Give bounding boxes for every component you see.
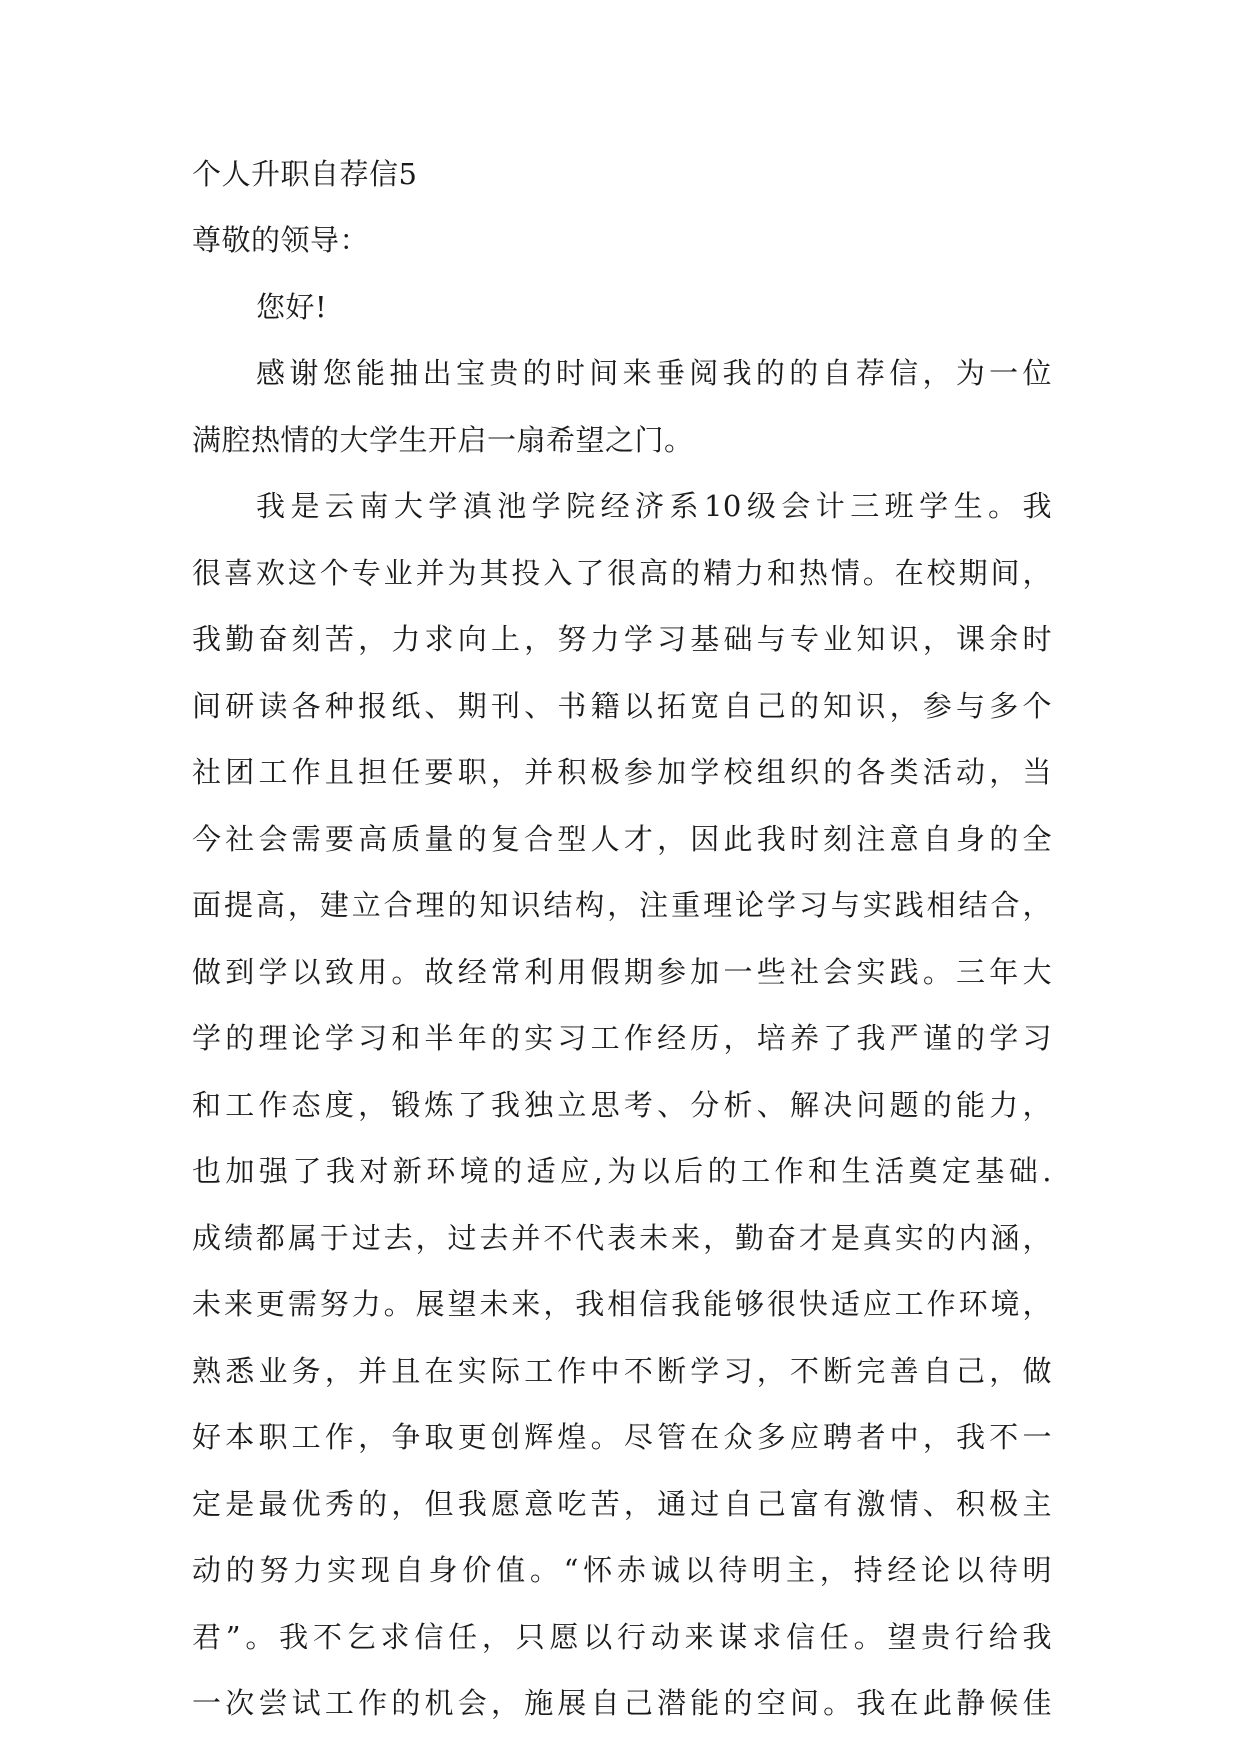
paragraph-line: 一次尝试工作的机会，施展自己潜能的空间。我在此静候佳	[192, 1686, 1052, 1720]
paragraph-line: 我是云南大学滇池学院经济系10级会计三班学生。我	[256, 489, 1052, 523]
greeting: 您好!	[256, 290, 328, 324]
paragraph-line: 面提高，建立合理的知识结构，注重理论学习与实践相结合，	[192, 888, 1052, 922]
paragraph-line: 间研读各种报纸、期刊、书籍以拓宽自己的知识，参与多个	[192, 689, 1052, 723]
salutation: 尊敬的领导：	[192, 223, 370, 257]
paragraph-line: 成绩都属于过去，过去并不代表未来，勤奋才是真实的内涵，	[192, 1221, 1052, 1255]
paragraph-line: 很喜欢这个专业并为其投入了很高的精力和热情。在校期间，	[192, 556, 1052, 590]
paragraph-line: 君”。我不乞求信任，只愿以行动来谋求信任。望贵行给我	[192, 1620, 1052, 1654]
paragraph-line: 未来更需努力。展望未来，我相信我能够很快适应工作环境，	[192, 1287, 1052, 1321]
paragraph-line: 满腔热情的大学生开启一扇希望之门。	[192, 423, 694, 457]
paragraph-line: 定是最优秀的，但我愿意吃苦，通过自己富有激情、积极主	[192, 1487, 1052, 1521]
paragraph-line: 今社会需要高质量的复合型人才，因此我时刻注意自身的全	[192, 822, 1052, 856]
paragraph-line: 动的努力实现自身价值。“怀赤诚以待明主，持经论以待明	[192, 1553, 1052, 1587]
paragraph-line: 我勤奋刻苦，力求向上，努力学习基础与专业知识，课余时	[192, 622, 1052, 656]
paragraph-line: 感谢您能抽出宝贵的时间来垂阅我的的自荐信，为一位	[256, 356, 1052, 390]
document-title: 个人升职自荐信5	[192, 157, 418, 191]
paragraph-line: 学的理论学习和半年的实习工作经历，培养了我严谨的学习	[192, 1021, 1052, 1055]
paragraph-line: 也加强了我对新环境的适应,为以后的工作和生活奠定基础.	[192, 1154, 1052, 1188]
paragraph-line: 好本职工作，争取更创辉煌。尽管在众多应聘者中，我不一	[192, 1420, 1052, 1454]
paragraph-line: 做到学以致用。故经常利用假期参加一些社会实践。三年大	[192, 955, 1052, 989]
paragraph-line: 熟悉业务，并且在实际工作中不断学习，不断完善自己，做	[192, 1354, 1052, 1388]
paragraph-line: 和工作态度，锻炼了我独立思考、分析、解决问题的能力，	[192, 1088, 1052, 1122]
paragraph-line: 社团工作且担任要职，并积极参加学校组织的各类活动，当	[192, 755, 1052, 789]
